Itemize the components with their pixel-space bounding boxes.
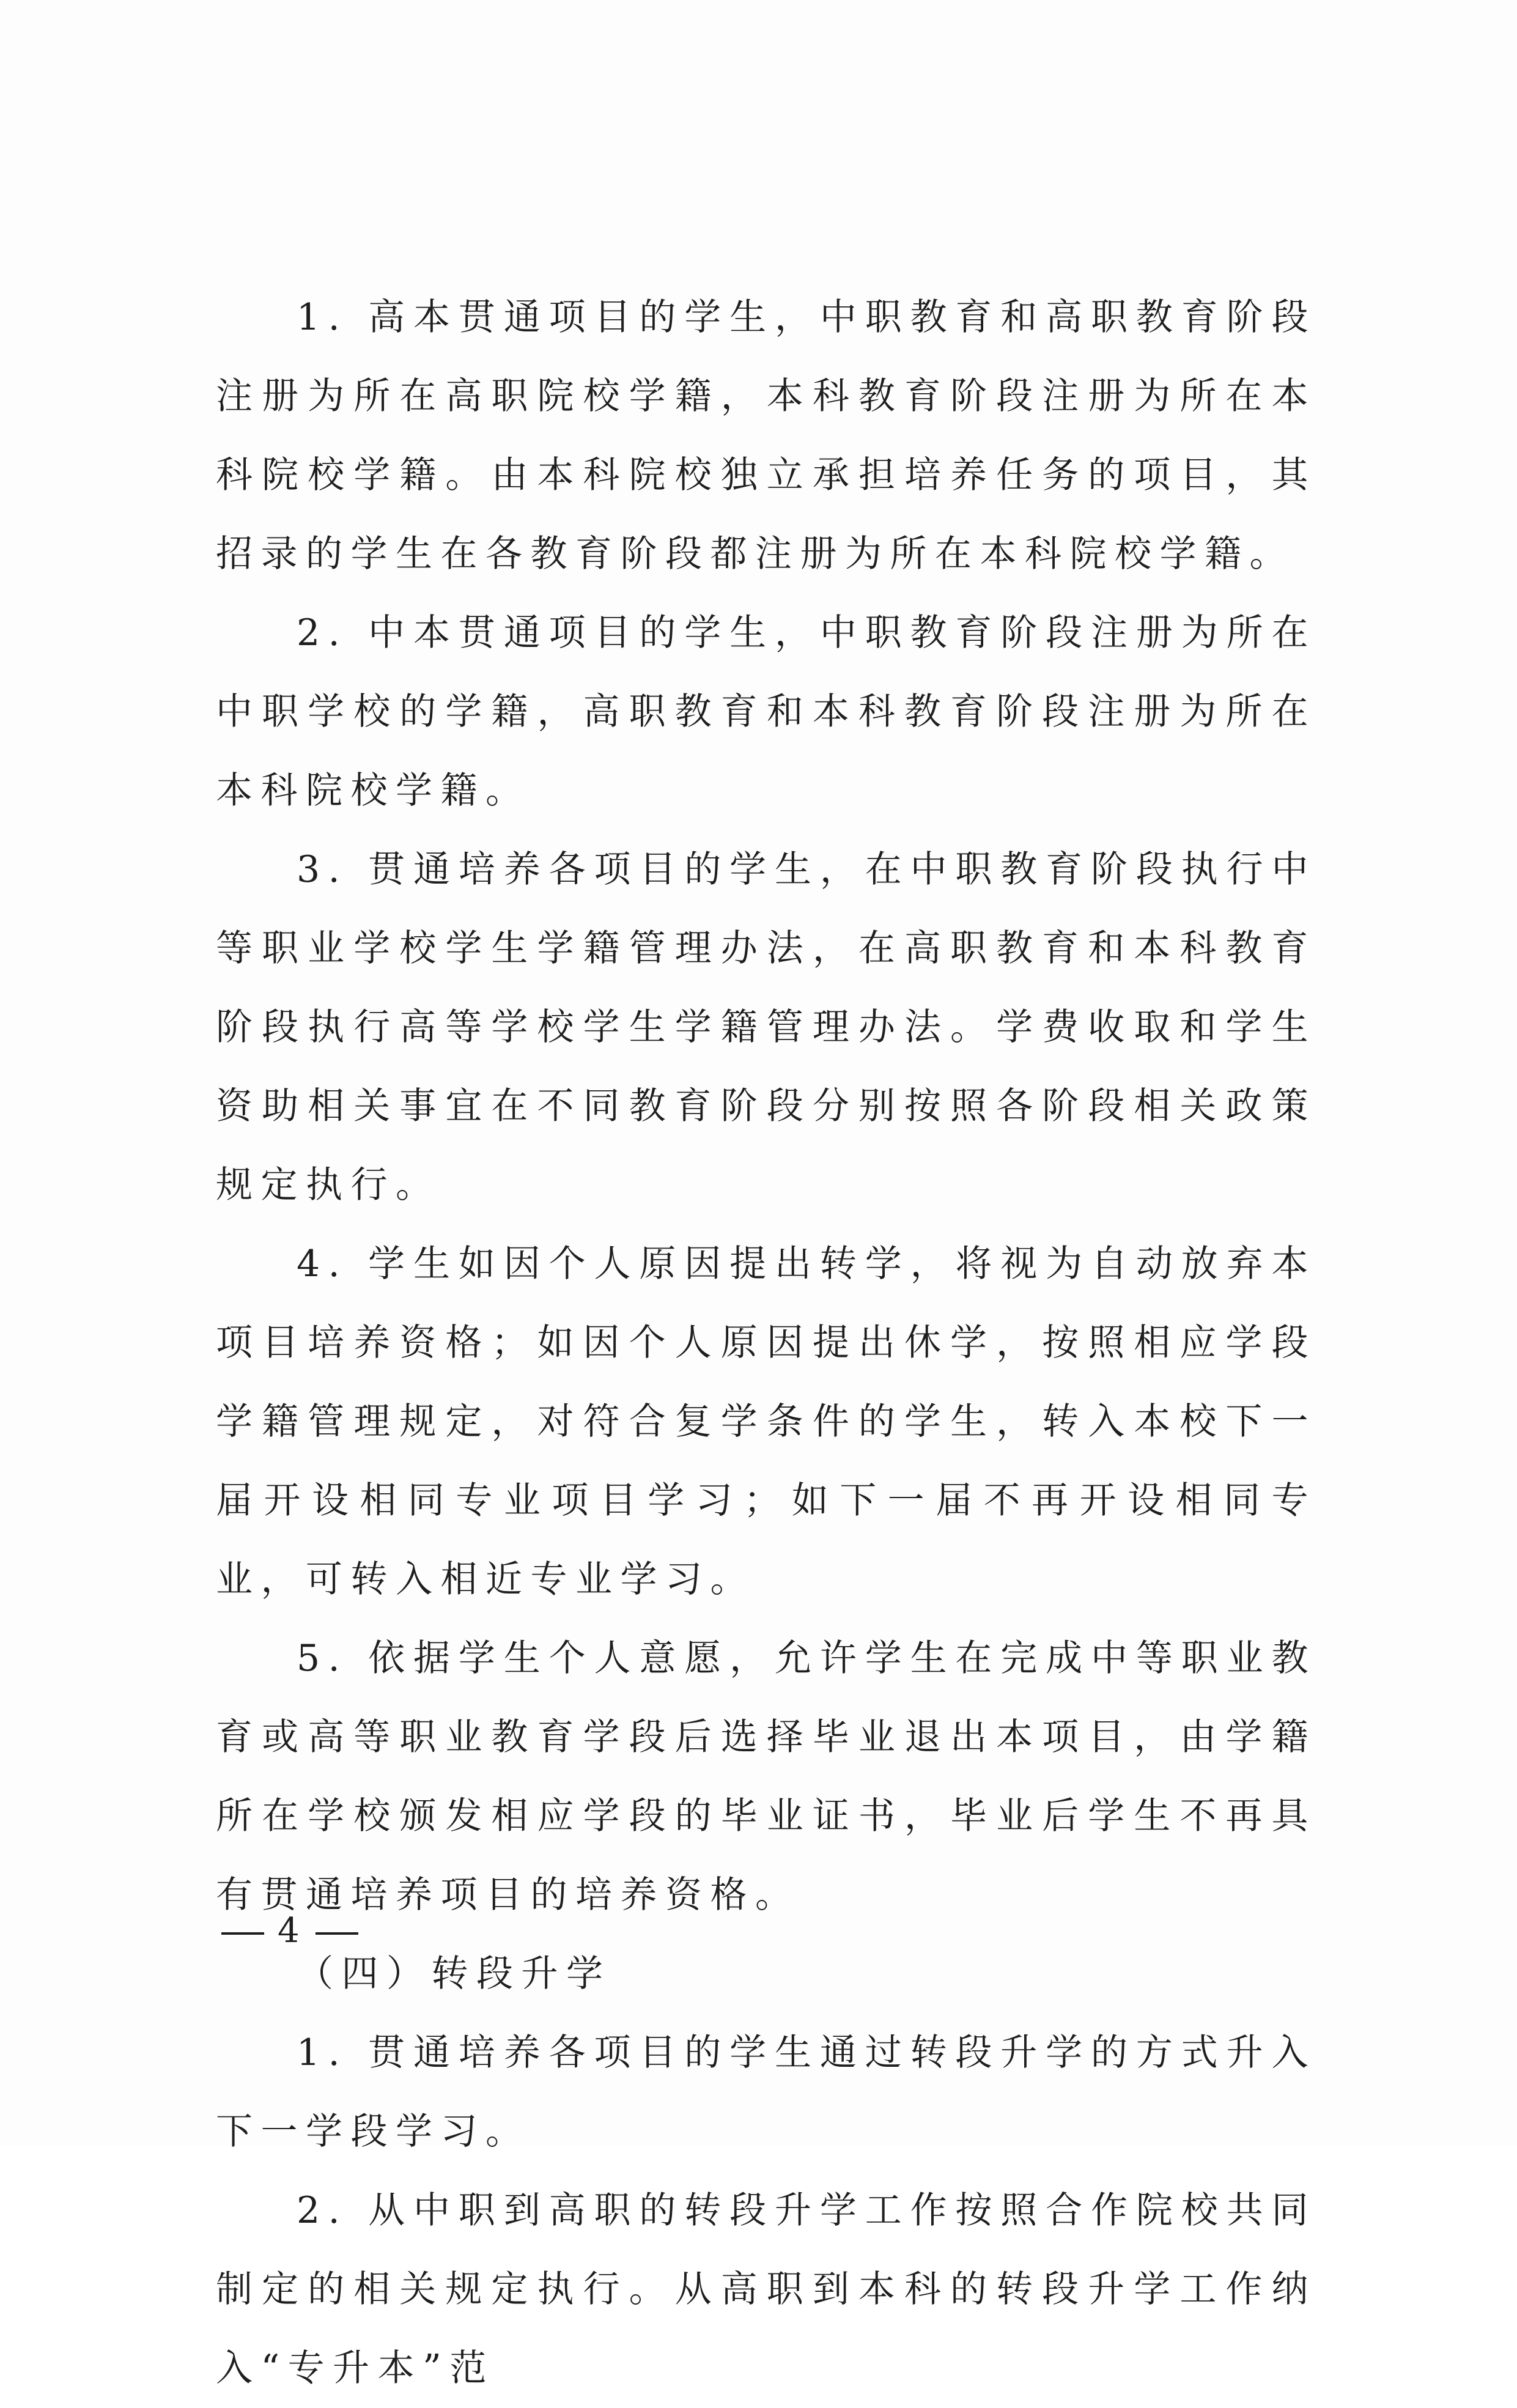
page-number bbox=[221, 1907, 358, 1956]
page-number-value: 4 bbox=[278, 1911, 302, 1951]
page-number-right-dash bbox=[316, 1932, 358, 1935]
page-number-left-dash bbox=[221, 1932, 264, 1935]
paragraph-4: 4. 学生如因个人原因提出转学，将视为自动放弃本项目培养资格；如因个人原因提出休学，按照相应学段学籍管理规定，对符合复学条件的学生，转入本校下一届开设相同专业项目学习；如下一届不再开设相同专业，可转入相近专业学习。 bbox=[216, 1243, 1316, 1601]
section-paragraph-1: 1. 贯通培养各项目的学生通过转段升学的方式升入下一学段学习。 bbox=[216, 2031, 1316, 2153]
paragraph-5: 5. 依据学生个人意愿，允许学生在完成中等职业教育或高等职业教育学段后选择毕业退出本项目，由学籍所在学校颁发相应学段的毕业证书，毕业后学生不再具有贯通培养项目的培养资格。 bbox=[216, 1637, 1316, 1916]
paragraph-1: 1. 高本贯通项目的学生，中职教育和高职教育阶段注册为所在高职院校学籍，本科教育阶段注册为所在本科院校学籍。由本科院校独立承担培养任务的项目，其招录的学生在各教育阶段都注册为所在本科院校学籍。 bbox=[216, 296, 1316, 575]
paragraph-3: 3. 贯通培养各项目的学生，在中职教育阶段执行中等职业学校学生学籍管理办法，在高职教育和本科教育阶段执行高等学校学生学籍管理办法。学费收取和学生资助相关事宜在不同教育阶段分别按照各阶段相关政策规定执行。 bbox=[216, 848, 1316, 1206]
document-body bbox=[216, 278, 1316, 2408]
paragraph-2: 2. 中本贯通项目的学生，中职教育阶段注册为所在中职学校的学籍，高职教育和本科教育阶段注册为所在本科院校学籍。 bbox=[216, 611, 1316, 812]
section-heading: （四）转段升学 bbox=[297, 1952, 611, 1995]
section-paragraph-2: 2. 从中职到高职的转段升学工作按照合作院校共同制定的相关规定执行。从高职到本科的转段升学工作纳入“专升本”范 bbox=[216, 2189, 1316, 2390]
